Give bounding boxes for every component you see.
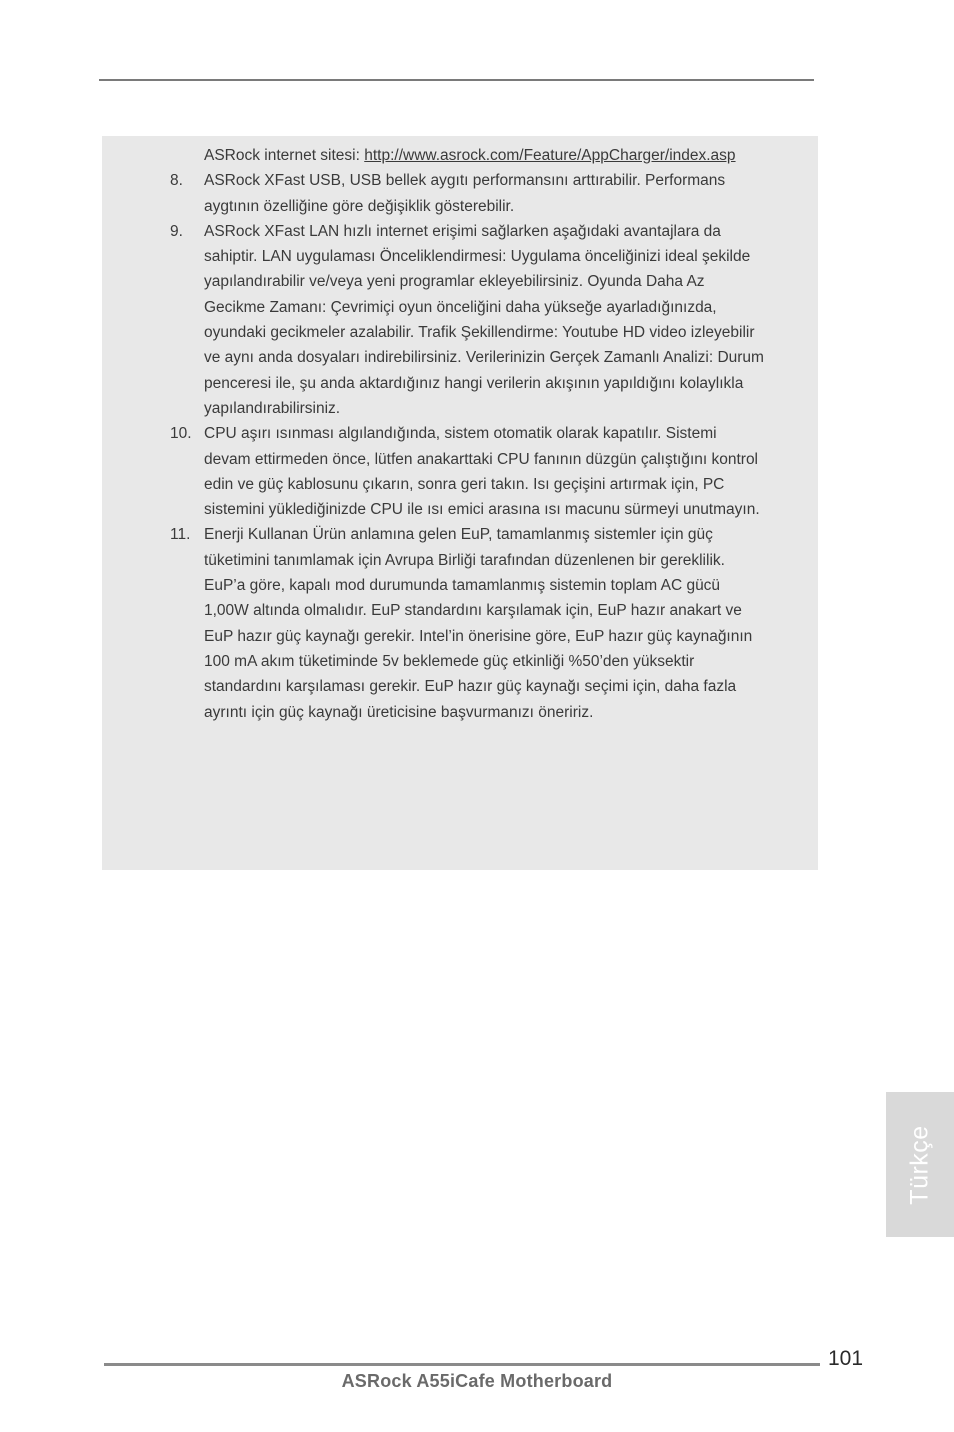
page-number: 101 — [828, 1347, 864, 1370]
list-item — [102, 421, 818, 522]
list-item — [102, 219, 818, 421]
list-item — [102, 522, 818, 724]
item-text: ASRock XFast LAN hızlı internet erişimi sağlarken aşağıdaki avantajlara da sahiptir. LAN uygulaması Önceliklendirmesi: Uygulama önceliğinizi ideal şekilde yapılandırabilir ve/veya yeni programlar ekleyebilirsiniz. Oyunda Daha Az Gecikme Zamanı: Çevrimiçi oyun önceliğini daha yükseğe ayarladığınızda, oyundaki gecikmeler azalabilir. Trafik Şekillendirme: Youtube HD video izleyebilir ve aynı anda dosyaları indirebilirsiniz. Verilerinizin Gerçek Zamanlı Analizi: Durum penceresi ile, şu anda aktardığınız hangi verilerin akışının yapıldığını kolaylıkla yapılandırabilirsiniz. — [204, 222, 764, 417]
item-number: 8. — [170, 172, 183, 190]
bottom-divider — [104, 1363, 820, 1366]
item-number: 10. — [170, 425, 192, 443]
item-number: 9. — [170, 222, 183, 240]
item-text: Enerji Kullanan Ürün anlamına gelen EuP, tamamlanmış sistemler için güç tüketimini tanımlamak için Avrupa Birliği tarafından düzenlenen bir gereklilik. EuP’a göre, kapalı mod durumunda tamamlanmış sistemin toplam AC gücü 1,00W altında olmalıdır. EuP standardını karşılamak için, EuP hazır anakart ve EuP hazır güç kaynağı gerekir. Intel’in önerisine göre, EuP hazır güç kaynağının 100 mA akım tüketiminde 5v beklemede güç etkinliği %50’den yüksektir standardını karşılaması gerekir. EuP hazır güç kaynağı seçimi için, daha fazla ayrıntı için güç kaynağı üreticisine başvurmanızı öneririz. — [204, 526, 753, 721]
top-divider — [99, 79, 814, 81]
item-number: 11. — [170, 526, 191, 544]
list-item — [102, 168, 818, 219]
notes-panel — [102, 136, 818, 870]
footer-title: ASRock A55iCafe Motherboard — [341, 1371, 613, 1391]
intro-continuation — [102, 143, 818, 168]
item-text: ASRock XFast USB, USB bellek aygıtı performansını arttırabilir. Performans aygtının özelliğine göre değişiklik gösterebilir. — [204, 172, 726, 215]
notes-content — [102, 143, 818, 725]
item-text: CPU aşırı ısınması algılandığında, sistem otomatik olarak kapatılır. Sistemi devam ettirmeden önce, lütfen anakarttaki CPU fanının düzgün çalıştığını kontrol edin ve güç kablosunu çıkarın, sonra geri takın. Isı geçişini artırmak için, PC sistemini yüklediğinizde CPU ile ısı emici arasına ısı macunu sürmeyi unutmayın. — [204, 425, 760, 519]
appcharger-link[interactable]: http://www.asrock.com/Feature/AppCharger/index.asp — [364, 147, 736, 164]
language-tab-label: Türkçe — [905, 1124, 934, 1205]
intro-prefix: ASRock internet sitesi: — [204, 147, 365, 164]
language-tab — [886, 1092, 954, 1237]
